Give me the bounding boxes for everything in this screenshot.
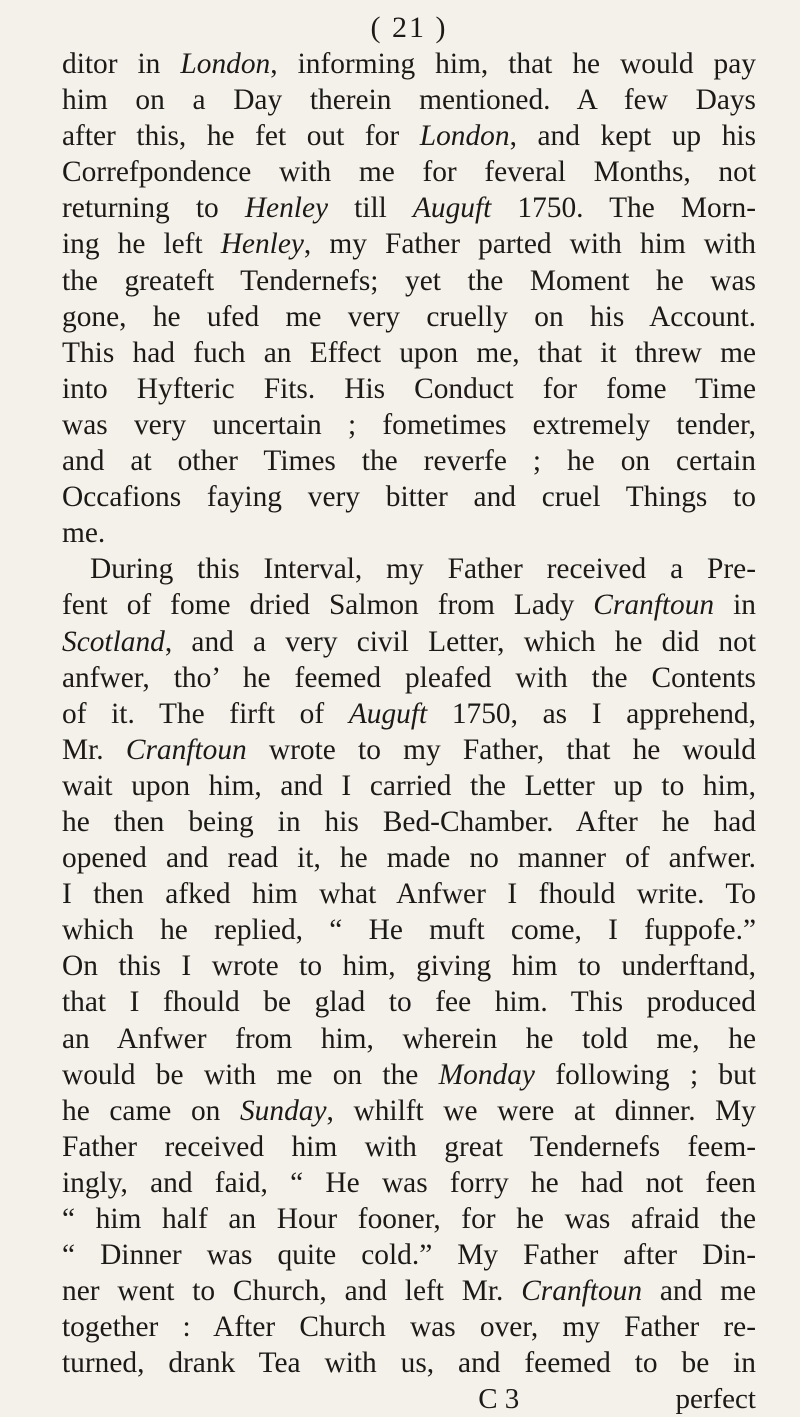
text-line: opened and read it, he made no manner of anfwer. <box>62 842 756 875</box>
text-line: During this Interval, my Father received a Pre- <box>90 553 756 586</box>
text-line: would be with me on the Monday following ; but <box>62 1058 756 1091</box>
body-text <box>62 46 756 1381</box>
italic-text: London <box>180 48 271 80</box>
footer-spacer <box>62 1381 322 1417</box>
text-line: Mr. Cranftoun wrote to my Father, that he would <box>62 733 757 766</box>
text-line: gone, he ufed me very cruelly on his Account. <box>62 300 756 333</box>
text-line: an Anfwer from him, wherein he told me, he <box>62 1022 756 1055</box>
italic-text: London <box>419 120 510 153</box>
text-line: him on a Day therein mentioned. A few Days <box>62 84 756 117</box>
text-line: ing he left Henley, my Father parted with him with <box>62 228 756 261</box>
page-number: ( 21 ) <box>370 11 448 44</box>
italic-text: Henley <box>244 192 329 225</box>
text-line: Scotland, and a very civil Letter, which he did not <box>62 625 756 658</box>
text-line: after this, he fet out for London, and kept up his <box>62 120 757 153</box>
italic-text: Cranftoun <box>593 589 715 622</box>
text-line: This had fuch an Effect upon me, that it threw me <box>62 336 756 369</box>
italic-text: Henley <box>220 228 304 261</box>
italic-text: Scotland <box>62 625 165 658</box>
text-line: I then afked him what Anfwer I fhould write. To <box>62 878 756 911</box>
text-line: ner went to Church, and left Mr. Cranftoun and me <box>62 1275 756 1308</box>
italic-text: Monday <box>438 1058 535 1091</box>
italic-text: Auguft <box>412 192 492 225</box>
text-line: “ him half an Hour fooner, for he was afraid the <box>62 1203 756 1235</box>
text-line: On this I wrote to him, giving him to underftand, <box>62 950 756 983</box>
italic-text: Cranftoun <box>125 733 247 766</box>
text-line: he then being in his Bed-Chamber. After he had <box>62 805 756 838</box>
page-footer <box>62 1381 756 1417</box>
italic-text: Auguft <box>348 697 428 730</box>
catchword: perfect <box>675 1383 756 1416</box>
text-line: together : After Church was over, my Father re- <box>62 1311 756 1344</box>
text-line: was very uncertain ; fometimes extremely tender, <box>62 408 756 441</box>
text-line: anfwer, tho’ he feemed pleafed with the Contents <box>62 661 756 694</box>
text-line: ditor in London, informing him, that he would pay <box>62 48 756 80</box>
text-line: “ Dinner was quite cold.” My Father after Din- <box>62 1239 756 1272</box>
italic-text: Cranftoun <box>521 1275 643 1308</box>
text-line: Correfpondence with me for feveral Months, not <box>62 156 756 189</box>
text-line: returning to Henley till Auguft 1750. The Morn- <box>62 192 756 225</box>
text-line: that I fhould be glad to fee him. This produced <box>62 986 756 1019</box>
text-line: Father received him with great Tendernefs feem- <box>62 1130 756 1163</box>
text-line: into Hyfteric Fits. His Conduct for fome Time <box>62 372 756 405</box>
text-line: fent of fome dried Salmon from Lady Cranftoun in <box>62 589 756 622</box>
text-line: turned, drank Tea with us, and feemed to be in <box>62 1347 756 1380</box>
text-line: he came on Sunday, whilft we were at dinner. My <box>62 1094 756 1127</box>
text-line: Occafions faying very bitter and cruel Things to <box>62 481 756 514</box>
italic-text: Sunday <box>239 1094 327 1127</box>
text-line: the greateft Tendernefs; yet the Moment he was <box>62 264 756 297</box>
signature-mark: C 3 <box>478 1383 520 1416</box>
text-line: of it. The firft of Auguft 1750, as I apprehend, <box>62 697 756 730</box>
text-line: and at other Times the reverfe ; he on certain <box>62 445 756 478</box>
text-line: me. <box>62 517 106 550</box>
text-line: which he replied, “ He muft come, I fuppofe.” <box>62 914 756 947</box>
text-line: ingly, and faid, “ He was forry he had not feen <box>62 1166 756 1199</box>
text-line: wait upon him, and I carried the Letter up to him, <box>62 769 756 802</box>
